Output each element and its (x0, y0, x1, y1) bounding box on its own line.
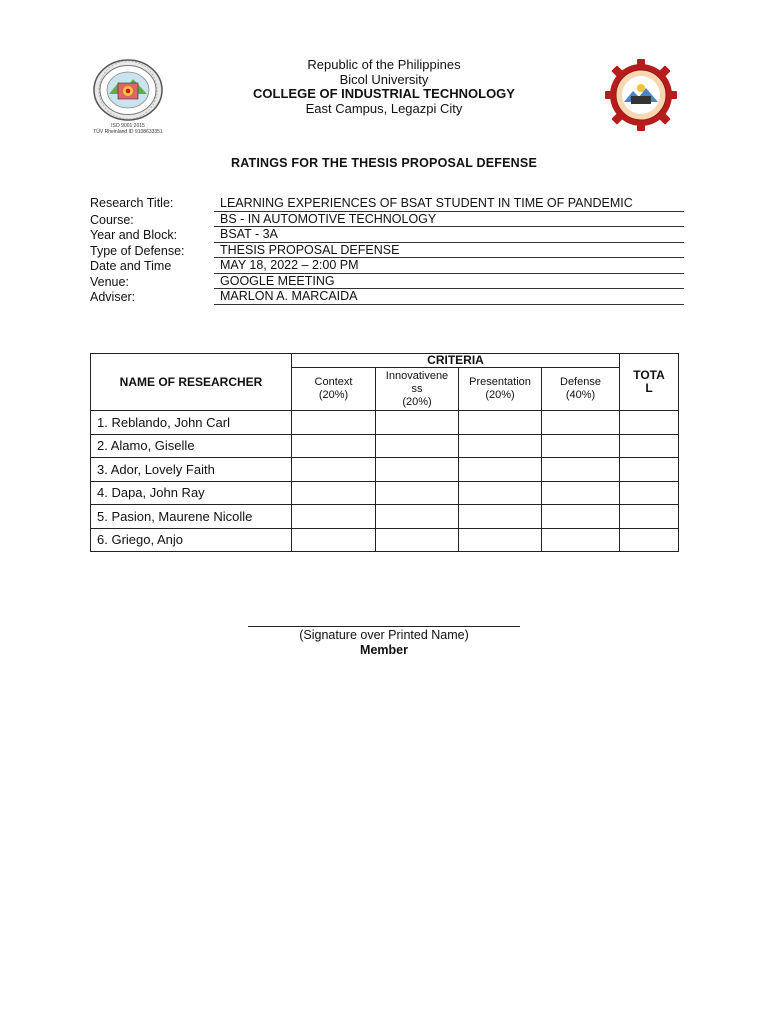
innovativeness-score-cell[interactable] (376, 505, 459, 529)
info-label: Type of Defense: (90, 243, 185, 258)
criterion-defense (542, 368, 620, 411)
info-value: GOOGLE MEETING (214, 274, 684, 290)
campus-line: East Campus, Legazpi City (305, 100, 463, 116)
info-label: Year and Block: (90, 228, 178, 242)
researcher-name: 6. Griego, Anjo (91, 528, 292, 552)
presentation-score-cell[interactable] (459, 481, 542, 505)
info-row-venue (90, 274, 684, 290)
total-header (620, 354, 679, 411)
context-score-cell[interactable] (292, 481, 376, 505)
signature-role: Member (360, 643, 408, 657)
defense-score-cell[interactable] (542, 505, 620, 529)
innovativeness-score-cell[interactable] (376, 528, 459, 552)
info-value: BS - IN AUTOMOTIVE TECHNOLOGY (214, 212, 684, 228)
table-row (91, 528, 679, 552)
criterion-label: Defense (560, 376, 601, 388)
info-value: THESIS PROPOSAL DEFENSE (214, 243, 684, 259)
info-value: BSAT - 3A (214, 227, 684, 243)
criteria-header: CRITERIA (292, 354, 620, 368)
info-label: Venue: (90, 274, 129, 289)
context-score-cell[interactable] (292, 528, 376, 552)
presentation-score-cell[interactable] (459, 411, 542, 435)
table-row (91, 505, 679, 529)
republic-line: Republic of the Philippines (307, 57, 461, 72)
iso-line-1: ISO 9001:2015 (111, 123, 145, 129)
researcher-name: 1. Reblando, John Carl (91, 411, 292, 435)
total-score-cell[interactable] (620, 458, 679, 482)
innovativeness-score-cell[interactable] (376, 458, 459, 482)
criterion-weight: (20%) (485, 389, 515, 401)
criterion-label: Context (314, 376, 353, 388)
info-label: Date and Time (90, 259, 172, 273)
innovativeness-score-cell[interactable] (376, 411, 459, 435)
presentation-score-cell[interactable] (459, 505, 542, 529)
info-row-adviser (90, 289, 684, 305)
presentation-score-cell[interactable] (459, 434, 542, 458)
table-row (91, 434, 679, 458)
info-label: Adviser: (90, 290, 136, 304)
info-label: Research Title: (90, 196, 174, 210)
university-name: Bicol University (339, 71, 429, 87)
defense-score-cell[interactable] (542, 481, 620, 505)
info-label: Course: (90, 212, 134, 227)
presentation-score-cell[interactable] (459, 528, 542, 552)
total-score-cell[interactable] (620, 528, 679, 552)
context-score-cell[interactable] (292, 434, 376, 458)
total-score-cell[interactable] (620, 411, 679, 435)
name-header: NAME OF RESEARCHER (91, 354, 292, 411)
criterion-label-cont: ss (411, 382, 423, 395)
context-score-cell[interactable] (292, 458, 376, 482)
criterion-weight: (40%) (565, 389, 596, 401)
criterion-presentation (459, 368, 542, 411)
info-row-research-title (90, 196, 684, 212)
researcher-name: 5. Pasion, Maurene Nicolle (91, 505, 292, 529)
presentation-score-cell[interactable] (459, 458, 542, 482)
researcher-name: 4. Dapa, John Ray (91, 481, 292, 505)
document-title: RATINGS FOR THE THESIS PROPOSAL DEFENSE (231, 156, 537, 170)
criterion-weight: (20%) (402, 395, 432, 408)
ratings-table (90, 353, 679, 552)
info-row-date-time (90, 258, 684, 274)
signature-caption: (Signature over Printed Name) (299, 628, 469, 642)
total-header-line-1: TOTA (633, 368, 665, 382)
criterion-label: Innovativene (385, 369, 449, 382)
info-row-course (90, 212, 684, 228)
defense-score-cell[interactable] (542, 528, 620, 552)
criterion-weight: (20%) (318, 389, 349, 401)
thesis-info (90, 196, 684, 305)
total-score-cell[interactable] (620, 434, 679, 458)
total-header-line-2: L (645, 381, 653, 395)
info-value: LEARNING EXPERIENCES OF BSAT STUDENT IN TIME OF PANDEMIC (214, 196, 684, 212)
iso-line-2: TÜV Rheinland ID 9108633351 (93, 129, 163, 135)
criterion-innovativeness (376, 368, 459, 411)
total-score-cell[interactable] (620, 481, 679, 505)
context-score-cell[interactable] (292, 505, 376, 529)
info-value: MARLON A. MARCAIDA (214, 289, 684, 305)
researcher-name: 3. Ador, Lovely Faith (91, 458, 292, 482)
defense-score-cell[interactable] (542, 458, 620, 482)
iso-certification (92, 123, 164, 135)
info-row-year-block (90, 227, 684, 243)
defense-score-cell[interactable] (542, 411, 620, 435)
criterion-context (292, 368, 376, 411)
table-header-row (91, 354, 679, 368)
info-row-defense-type (90, 243, 684, 259)
signature-line[interactable] (248, 626, 520, 627)
info-value: MAY 18, 2022 – 2:00 PM (214, 258, 684, 274)
total-score-cell[interactable] (620, 505, 679, 529)
defense-score-cell[interactable] (542, 434, 620, 458)
college-name: COLLEGE OF INDUSTRIAL TECHNOLOGY (253, 86, 515, 101)
innovativeness-score-cell[interactable] (376, 434, 459, 458)
table-row (91, 458, 679, 482)
criterion-label: Presentation (469, 376, 531, 388)
researcher-name: 2. Alamo, Giselle (91, 434, 292, 458)
table-row (91, 481, 679, 505)
innovativeness-score-cell[interactable] (376, 481, 459, 505)
document-header (0, 58, 768, 116)
table-row (91, 411, 679, 435)
signature-block (248, 626, 520, 658)
context-score-cell[interactable] (292, 411, 376, 435)
